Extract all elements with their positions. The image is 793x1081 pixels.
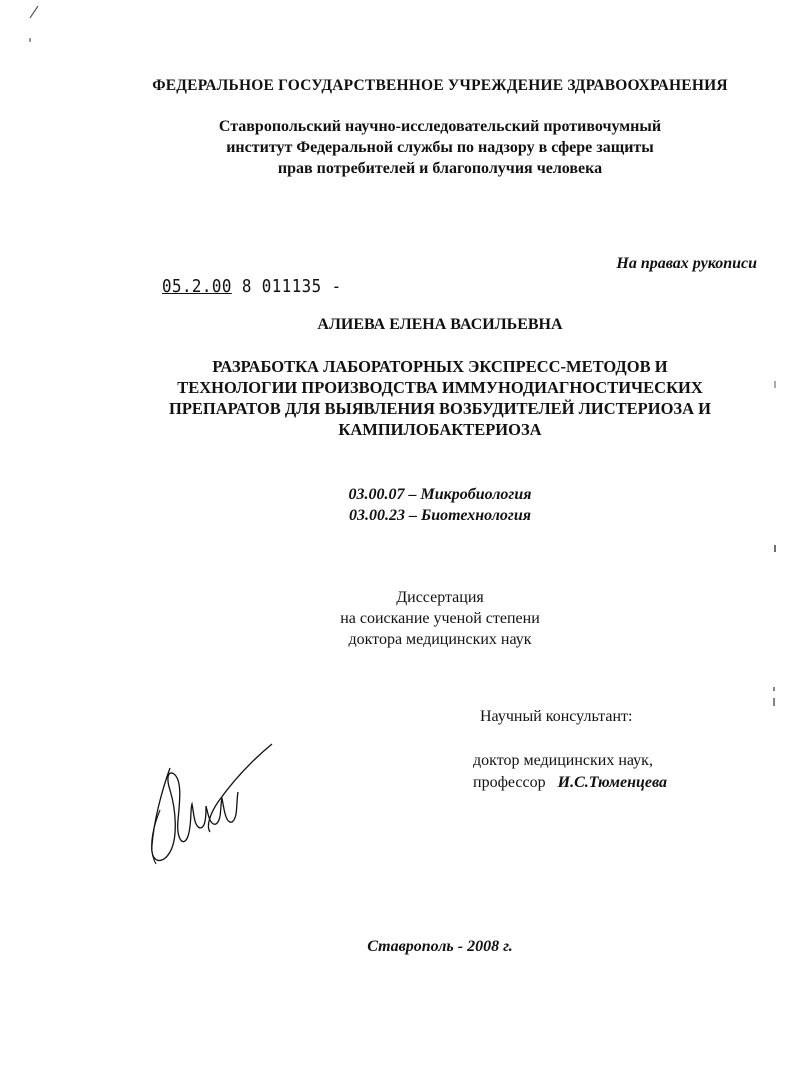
- stamp-number: 8 011135: [241, 276, 322, 297]
- title-line: ТЕХНОЛОГИИ ПРОИЗВОДСТВА ИММУНОДИАГНОСТИЧЕСКИХ: [177, 378, 703, 397]
- dissertation-title: [80, 356, 793, 440]
- scan-artifact-mark: [28, 4, 42, 44]
- degree-line: на соискание ученой степени: [340, 610, 540, 627]
- consultant-line: [473, 774, 667, 792]
- agency-heading: ФЕДЕРАЛЬНОЕ ГОСУДАРСТВЕННОЕ УЧРЕЖДЕНИЕ ЗДРАВООХРАНЕНИЯ: [152, 77, 728, 94]
- scan-artifact-mark: [771, 686, 777, 708]
- institute-name: [100, 116, 780, 179]
- consultant-label: Научный консультант:: [480, 708, 633, 725]
- consultant-name: И.С.Тюменцева: [557, 774, 668, 791]
- consultant-degree: доктор медицинских наук,: [473, 752, 653, 769]
- stamp-prefix: 05.2.00: [162, 276, 232, 297]
- title-line: ПРЕПАРАТОВ ДЛЯ ВЫЯВЛЕНИЯ ВОЗБУДИТЕЛЕЙ ЛИСТЕРИОЗА И: [169, 399, 711, 418]
- degree-statement: [60, 587, 793, 650]
- scan-artifact-mark: [772, 544, 778, 554]
- city-year: Ставрополь - 2008 г.: [367, 938, 513, 955]
- institute-line: прав потребителей и благополучия человека: [277, 160, 603, 177]
- degree-line: Диссертация: [396, 589, 484, 606]
- manuscript-rights-notice: На правах рукописи: [616, 255, 757, 272]
- title-line: РАЗРАБОТКА ЛАБОРАТОРНЫХ ЭКСПРЕСС-МЕТОДОВ И: [212, 357, 668, 376]
- consultant-position: профессор: [473, 774, 546, 791]
- specialty-line: 03.00.23 – Биотехнология: [349, 507, 531, 524]
- title-line: КАМПИЛОБАКТЕРИОЗА: [338, 420, 542, 439]
- institute-line: институт Федеральной службы по надзору в сфере защиты: [226, 139, 654, 156]
- specialties: [60, 484, 793, 526]
- registration-stamp: [162, 276, 342, 297]
- degree-line: доктора медицинских наук: [348, 631, 532, 648]
- scan-artifact-mark: [772, 380, 778, 390]
- specialty-line: 03.00.07 – Микробиология: [348, 486, 532, 503]
- signature-image: [140, 740, 280, 875]
- institute-line: Ставропольский научно-исследовательский противочумный: [218, 118, 662, 135]
- author-name: АЛИЕВА ЕЛЕНА ВАСИЛЬЕВНА: [317, 316, 563, 333]
- stamp-dash: -: [331, 276, 342, 297]
